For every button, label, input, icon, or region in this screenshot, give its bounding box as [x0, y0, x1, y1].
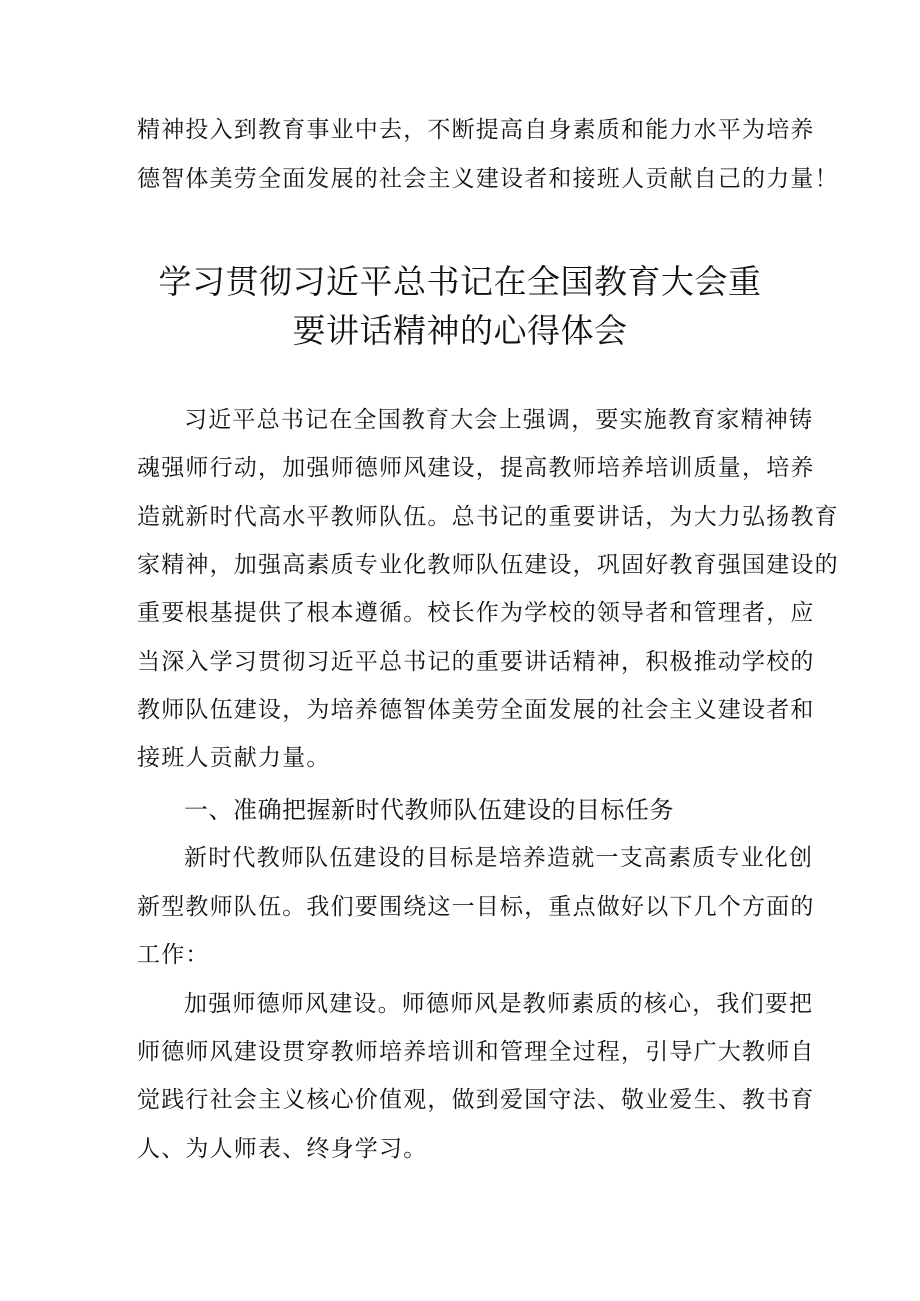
para1-line-8: 接班人贡献力量。 [137, 745, 331, 771]
section-heading-1: 一、准确把握新时代教师队伍建设的目标任务 [184, 796, 674, 824]
para3-line-3: 觉践行社会主义核心价值观，做到爱国守法、敬业爱生、教书育 [137, 1087, 815, 1113]
article-title-line-1: 学习贯彻习近平总书记在全国教育大会重 [158, 262, 762, 301]
para1-line-3: 造就新时代高水平教师队伍。总书记的重要讲话，为大力弘扬教育 [137, 504, 839, 530]
para1-line-4: 家精神，加强高素质专业化教师队伍建设，巩固好教育强国建设的 [137, 552, 839, 578]
para1-line-2: 魂强师行动，加强师德师风建设，提高教师培养培训质量，培养 [137, 455, 815, 481]
para1-line-7: 教师队伍建设，为培养德智体美劳全面发展的社会主义建设者和 [137, 697, 815, 723]
para2-line-3: 工作： [137, 942, 210, 968]
article-title-line-2: 要讲话精神的心得体会 [292, 311, 628, 350]
para3-line-1: 加强师德师风建设。师德师风是教师素质的核心，我们要把 [184, 991, 814, 1017]
para3-line-2: 师德师风建设贯穿教师培养培训和管理全过程，引导广大教师自 [137, 1039, 815, 1065]
para1-line-5: 重要根基提供了根本遵循。校长作为学校的领导者和管理者，应 [137, 600, 815, 626]
intro-line-1: 精神投入到教育事业中去，不断提高自身素质和能力水平为培养 [137, 117, 815, 143]
para2-line-2: 新型教师队伍。我们要围绕这一目标，重点做好以下几个方面的 [137, 894, 815, 920]
para3-line-4: 人、为人师表、终身学习。 [137, 1136, 428, 1162]
intro-line-2: 德智体美劳全面发展的社会主义建设者和接班人贡献自己的力量！ [137, 166, 839, 192]
para1-line-6: 当深入学习贯彻习近平总书记的重要讲话精神，积极推动学校的 [137, 649, 815, 675]
para1-line-1: 习近平总书记在全国教育大会上强调，要实施教育家精神铸 [184, 407, 814, 433]
para2-line-1: 新时代教师队伍建设的目标是培养造就一支高素质专业化创 [184, 845, 814, 871]
